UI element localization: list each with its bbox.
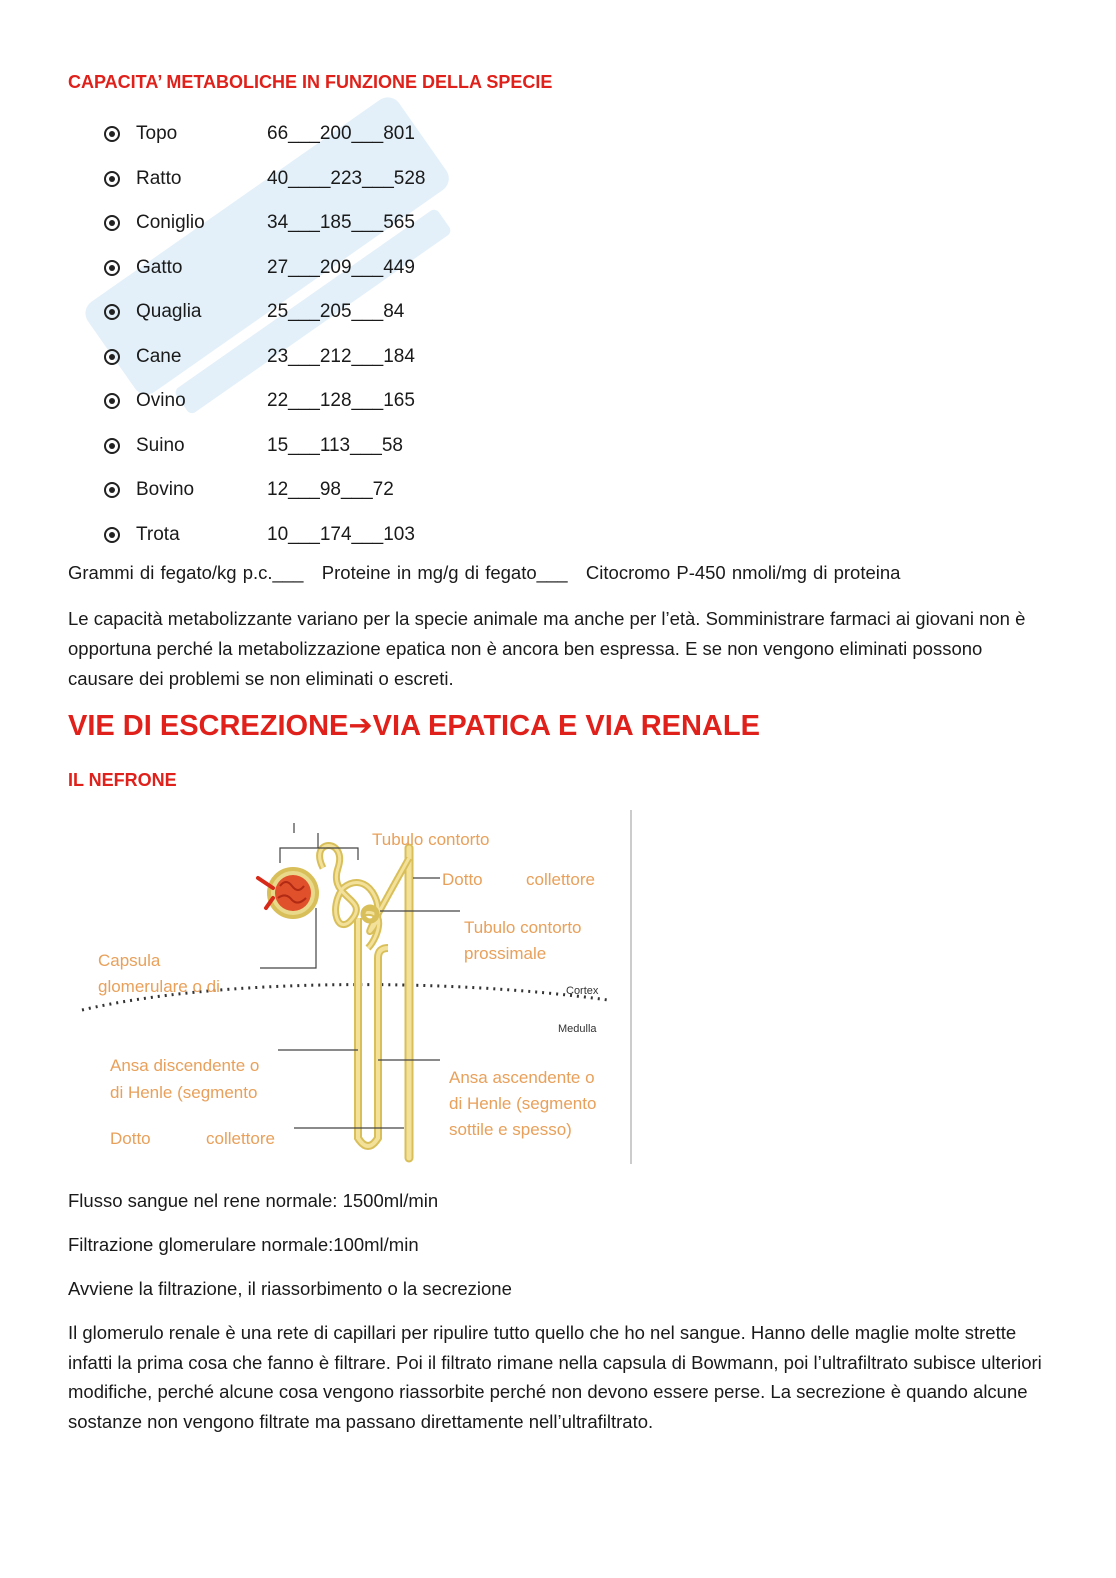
species-name: Bovino	[136, 479, 195, 501]
species-values: 10___174___103	[267, 523, 415, 545]
label-dotto-top: Dotto	[442, 870, 483, 889]
filtration-line: Filtrazione glomerulare normale:100ml/min	[68, 1234, 419, 1255]
bullet-icon	[104, 304, 120, 320]
species-name: Ratto	[136, 167, 182, 189]
species-name: Cane	[136, 345, 182, 367]
list-item	[104, 424, 426, 469]
list-item	[104, 290, 426, 335]
label-capsula-2: glomerulare o di	[98, 977, 220, 996]
list-item	[104, 157, 426, 202]
section-title-metabolic: CAPACITA’ METABOLICHE IN FUNZIONE DELLA SPECIE	[68, 72, 553, 92]
subheading-nefrone: IL NEFRONE	[68, 770, 177, 790]
species-values: 66___200___801	[267, 123, 415, 145]
species-values: 15___113___58	[267, 434, 403, 456]
label-collettore-bottom: collettore	[206, 1129, 275, 1148]
list-item	[104, 468, 426, 513]
bullet-icon	[104, 349, 120, 365]
species-values: 12___98___72	[267, 479, 394, 501]
label-tubulo-prossimale-2: prossimale	[464, 944, 547, 963]
species-name: Topo	[136, 123, 178, 145]
bullet-icon	[104, 482, 120, 498]
species-values: 27___209___449	[267, 256, 415, 278]
bullet-icon	[104, 215, 120, 231]
bullet-icon	[104, 438, 120, 454]
label-medulla: Medulla	[558, 1023, 597, 1035]
paragraph-metabolism-age: Le capacità metabolizzante variano per la specie animale ma anche per l’età. Somministrare farmaci ai giovani non è opportuna perché la metabolizzazione epatica non è ancora ben espressa. E se non vengono eliminati possono causare dei problemi se non eliminati o escreti.	[68, 608, 1026, 689]
list-item	[104, 335, 426, 380]
convoluted-tubule	[320, 846, 409, 949]
species-name: Coniglio	[136, 212, 205, 234]
bullet-icon	[104, 527, 120, 543]
list-item	[104, 112, 426, 157]
bullet-icon	[104, 393, 120, 409]
label-ansa-ascendente-2: di Henle (segmento	[449, 1094, 597, 1113]
species-list	[104, 112, 426, 557]
loop-of-henle	[358, 918, 388, 1146]
section-heading-excretion: VIE DI ESCREZIONE➔VIA EPATICA E VIA RENALE	[68, 710, 760, 742]
list-item	[104, 201, 426, 246]
species-values: 40____223___528	[267, 167, 426, 189]
species-name: Suino	[136, 434, 185, 456]
label-ansa-ascendente-3: sottile e spesso)	[449, 1120, 572, 1139]
list-item	[104, 379, 426, 424]
label-tubulo-contorto: Tubulo contorto	[372, 830, 490, 849]
list-item	[104, 246, 426, 291]
species-values: 23___212___184	[267, 345, 415, 367]
species-values: 22___128___165	[267, 390, 415, 412]
list-item	[104, 513, 426, 558]
label-ansa-discendente-1: Ansa discendente o	[110, 1056, 260, 1075]
species-name: Gatto	[136, 256, 183, 278]
species-values: 34___185___565	[267, 212, 415, 234]
label-collettore-top: collettore	[526, 870, 595, 889]
glomerulus	[275, 875, 311, 911]
label-dotto-bottom: Dotto	[110, 1129, 151, 1148]
blood-flow-line: Flusso sangue nel rene normale: 1500ml/min	[68, 1190, 439, 1211]
bullet-icon	[104, 260, 120, 276]
label-capsula-1: Capsula	[98, 951, 161, 970]
values-legend: Grammi di fegato/kg p.c.___ Proteine in mg/g di fegato___ Citocromo P-450 nmoli/mg di proteina	[68, 562, 901, 583]
label-ansa-ascendente-1: Ansa ascendente o	[449, 1068, 595, 1087]
process-line: Avviene la filtrazione, il riassorbimento o la secrezione	[68, 1278, 512, 1299]
bullet-icon	[104, 171, 120, 187]
paragraph-glomerulus: Il glomerulo renale è una rete di capillari per ripulire tutto quello che ho nel sangue. Hanno delle maglie molte strette infatti la prima cosa che fanno è filtrare. Poi il filtrato rimane nella capsula di Bowmann, poi l’ultrafiltrato subisce ulteriori modifiche, perché alcune cosa vengono riassorbite perché non devono essere perse. La secrezione è quando alcune sostanze non vengono filtrate ma passano direttamente nell’ultrafiltrato.	[68, 1322, 1042, 1432]
bullet-icon	[104, 126, 120, 142]
species-name: Ovino	[136, 390, 186, 412]
species-name: Quaglia	[136, 301, 202, 323]
label-tubulo-prossimale-1: Tubulo contorto	[464, 918, 582, 937]
label-cortex: Cortex	[566, 985, 599, 997]
species-name: Trota	[136, 523, 180, 545]
nephron-diagram	[68, 808, 634, 1168]
species-values: 25___205___84	[267, 301, 405, 323]
label-ansa-discendente-2: di Henle (segmento	[110, 1083, 258, 1102]
